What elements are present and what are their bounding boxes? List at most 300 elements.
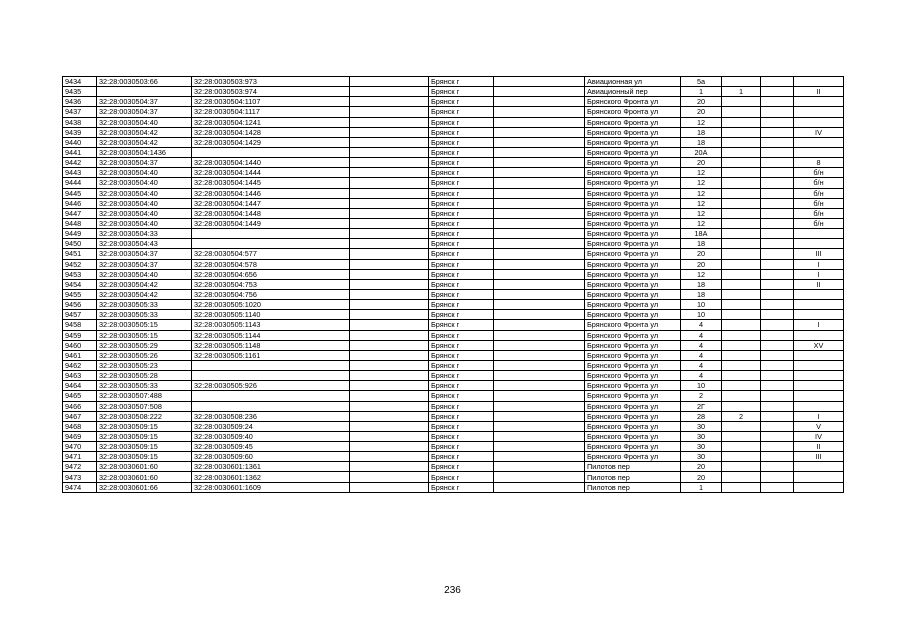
table-row — [63, 442, 844, 452]
cell-street: Брянского Фронта ул — [585, 97, 681, 107]
cell-street: Брянского Фронта ул — [585, 198, 681, 208]
cell-city: Брянск г — [429, 360, 494, 370]
cell-cadastral-number: 32:28:0030504:1428 — [192, 127, 350, 137]
cell-empty-col-2 — [494, 117, 585, 127]
cell-street: Брянского Фронта ул — [585, 421, 681, 431]
cell-cadastral-block: 32:28:0030505:15 — [97, 320, 192, 330]
cell-row-number: 9441 — [63, 147, 97, 157]
cell-premises: б/н — [794, 208, 844, 218]
cell-house-number: 20 — [681, 259, 722, 269]
table-row — [63, 289, 844, 299]
cell-empty-col-2 — [494, 229, 585, 239]
cell-empty-col — [350, 442, 429, 452]
cell-house-number: 12 — [681, 208, 722, 218]
cell-house-number: 10 — [681, 381, 722, 391]
cell-empty-col-2 — [494, 259, 585, 269]
cell-empty-col — [350, 87, 429, 97]
cell-city: Брянск г — [429, 371, 494, 381]
cell-empty-col — [350, 269, 429, 279]
table-row — [63, 127, 844, 137]
cell-row-number: 9461 — [63, 350, 97, 360]
cell-city: Брянск г — [429, 320, 494, 330]
cell-empty-col-2 — [494, 158, 585, 168]
cell-empty-col-2 — [494, 239, 585, 249]
cell-empty-col-2 — [494, 482, 585, 492]
table-row — [63, 229, 844, 239]
cell-street: Брянского Фронта ул — [585, 168, 681, 178]
table-row — [63, 97, 844, 107]
cell-premises: III — [794, 249, 844, 259]
cell-premises — [794, 401, 844, 411]
cell-row-number: 9469 — [63, 431, 97, 441]
cell-house-number: 2 — [681, 391, 722, 401]
cell-row-number: 9447 — [63, 208, 97, 218]
cell-building — [722, 249, 761, 259]
cell-street: Брянского Фронта ул — [585, 310, 681, 320]
cell-city: Брянск г — [429, 269, 494, 279]
cell-empty-col-2 — [494, 340, 585, 350]
cell-row-number: 9437 — [63, 107, 97, 117]
cell-cadastral-number: 32:28:0030504:656 — [192, 269, 350, 279]
cell-street: Брянского Фронта ул — [585, 320, 681, 330]
cell-city: Брянск г — [429, 259, 494, 269]
cell-letter — [761, 310, 794, 320]
cell-letter — [761, 269, 794, 279]
cell-street: Брянского Фронта ул — [585, 381, 681, 391]
cell-building — [722, 198, 761, 208]
cell-cadastral-number: 32:28:0030504:1241 — [192, 117, 350, 127]
cell-premises: XV — [794, 340, 844, 350]
cell-building — [722, 168, 761, 178]
cell-house-number: 18 — [681, 239, 722, 249]
cell-cadastral-block — [97, 87, 192, 97]
cell-building — [722, 279, 761, 289]
cell-house-number: 12 — [681, 117, 722, 127]
cell-city: Брянск г — [429, 442, 494, 452]
cell-house-number: 30 — [681, 452, 722, 462]
cell-street: Брянского Фронта ул — [585, 208, 681, 218]
cell-empty-col-2 — [494, 391, 585, 401]
cell-house-number: 4 — [681, 360, 722, 370]
cell-building — [722, 381, 761, 391]
table-row — [63, 391, 844, 401]
cell-cadastral-number: 32:28:0030509:45 — [192, 442, 350, 452]
cell-letter — [761, 340, 794, 350]
cell-empty-col — [350, 320, 429, 330]
cell-house-number: 20 — [681, 107, 722, 117]
table-row — [63, 77, 844, 87]
cell-house-number: 4 — [681, 350, 722, 360]
cell-empty-col-2 — [494, 330, 585, 340]
cell-letter — [761, 249, 794, 259]
cell-premises — [794, 472, 844, 482]
cell-city: Брянск г — [429, 229, 494, 239]
cell-empty-col — [350, 259, 429, 269]
cell-cadastral-number — [192, 147, 350, 157]
cell-empty-col-2 — [494, 188, 585, 198]
cell-empty-col — [350, 431, 429, 441]
cell-cadastral-block: 32:28:0030509:15 — [97, 452, 192, 462]
cell-house-number: 30 — [681, 421, 722, 431]
cell-street: Брянского Фронта ул — [585, 371, 681, 381]
cell-premises — [794, 147, 844, 157]
cell-city: Брянск г — [429, 421, 494, 431]
cell-cadastral-number: 32:28:0030503:973 — [192, 77, 350, 87]
cell-letter — [761, 381, 794, 391]
cell-street: Пилотов пер — [585, 482, 681, 492]
cell-building — [722, 178, 761, 188]
cell-row-number: 9440 — [63, 137, 97, 147]
cell-cadastral-block: 32:28:0030504:40 — [97, 269, 192, 279]
cell-empty-col — [350, 350, 429, 360]
cell-cadastral-number: 32:28:0030509:24 — [192, 421, 350, 431]
cell-street: Пилотов пер — [585, 462, 681, 472]
cell-premises: V — [794, 421, 844, 431]
cell-premises — [794, 482, 844, 492]
cell-empty-col-2 — [494, 279, 585, 289]
cell-empty-col — [350, 208, 429, 218]
cell-cadastral-block: 32:28:0030507:508 — [97, 401, 192, 411]
cell-premises — [794, 371, 844, 381]
cell-cadastral-number: 32:28:0030601:1362 — [192, 472, 350, 482]
cell-row-number: 9474 — [63, 482, 97, 492]
cell-row-number: 9443 — [63, 168, 97, 178]
cell-city: Брянск г — [429, 472, 494, 482]
cell-empty-col-2 — [494, 107, 585, 117]
cell-city: Брянск г — [429, 462, 494, 472]
cell-empty-col — [350, 482, 429, 492]
table-row — [63, 218, 844, 228]
cell-city: Брянск г — [429, 137, 494, 147]
cell-street: Брянского Фронта ул — [585, 188, 681, 198]
cell-cadastral-number: 32:28:0030504:753 — [192, 279, 350, 289]
table-row — [63, 340, 844, 350]
cell-city: Брянск г — [429, 279, 494, 289]
cell-empty-col — [350, 158, 429, 168]
cell-city: Брянск г — [429, 107, 494, 117]
cell-city: Брянск г — [429, 188, 494, 198]
cell-row-number: 9434 — [63, 77, 97, 87]
cell-street: Брянского Фронта ул — [585, 360, 681, 370]
cell-house-number: 4 — [681, 330, 722, 340]
cell-cadastral-number — [192, 391, 350, 401]
cell-cadastral-block: 32:28:0030509:15 — [97, 442, 192, 452]
cell-cadastral-block: 32:28:0030504:42 — [97, 137, 192, 147]
cell-city: Брянск г — [429, 117, 494, 127]
cell-city: Брянск г — [429, 208, 494, 218]
cell-building — [722, 330, 761, 340]
table-row — [63, 371, 844, 381]
cell-row-number: 9462 — [63, 360, 97, 370]
cell-cadastral-number: 32:28:0030505:1140 — [192, 310, 350, 320]
cell-empty-col-2 — [494, 371, 585, 381]
cell-row-number: 9460 — [63, 340, 97, 350]
cell-empty-col-2 — [494, 168, 585, 178]
cell-cadastral-number: 32:28:0030504:756 — [192, 289, 350, 299]
cell-letter — [761, 300, 794, 310]
cell-cadastral-block: 32:28:0030505:28 — [97, 371, 192, 381]
cell-premises — [794, 310, 844, 320]
cell-city: Брянск г — [429, 97, 494, 107]
cell-empty-col-2 — [494, 249, 585, 259]
cell-empty-col — [350, 391, 429, 401]
cell-house-number: 30 — [681, 431, 722, 441]
table-row — [63, 431, 844, 441]
cell-empty-col — [350, 462, 429, 472]
cell-premises — [794, 137, 844, 147]
cell-premises: б/н — [794, 178, 844, 188]
cell-row-number: 9470 — [63, 442, 97, 452]
cell-empty-col-2 — [494, 178, 585, 188]
cell-house-number: 12 — [681, 178, 722, 188]
cell-letter — [761, 462, 794, 472]
cell-letter — [761, 127, 794, 137]
cell-letter — [761, 137, 794, 147]
cell-building: 2 — [722, 411, 761, 421]
cell-letter — [761, 77, 794, 87]
cell-row-number: 9453 — [63, 269, 97, 279]
cell-building — [722, 452, 761, 462]
cell-cadastral-number: 32:28:0030504:1447 — [192, 198, 350, 208]
cell-letter — [761, 198, 794, 208]
cell-letter — [761, 421, 794, 431]
cell-empty-col — [350, 421, 429, 431]
cell-empty-col-2 — [494, 300, 585, 310]
cell-street: Брянского Фронта ул — [585, 147, 681, 157]
cell-row-number: 9463 — [63, 371, 97, 381]
cell-building — [722, 289, 761, 299]
cell-empty-col — [350, 360, 429, 370]
cell-cadastral-number: 32:28:0030505:1148 — [192, 340, 350, 350]
cell-building — [722, 310, 761, 320]
cell-cadastral-block: 32:28:0030504:1436 — [97, 147, 192, 157]
cell-cadastral-block: 32:28:0030504:37 — [97, 158, 192, 168]
cell-building — [722, 482, 761, 492]
cell-building — [722, 300, 761, 310]
cell-empty-col — [350, 310, 429, 320]
cell-letter — [761, 391, 794, 401]
cell-cadastral-block: 32:28:0030601:60 — [97, 472, 192, 482]
cell-premises — [794, 239, 844, 249]
cell-premises: II — [794, 442, 844, 452]
cell-row-number: 9452 — [63, 259, 97, 269]
cell-premises — [794, 462, 844, 472]
cell-building — [722, 421, 761, 431]
cell-cadastral-block: 32:28:0030505:33 — [97, 300, 192, 310]
cell-street: Брянского Фронта ул — [585, 269, 681, 279]
cell-cadastral-number: 32:28:0030504:1117 — [192, 107, 350, 117]
cell-building — [722, 371, 761, 381]
cell-building — [722, 208, 761, 218]
cell-empty-col-2 — [494, 452, 585, 462]
cell-empty-col — [350, 381, 429, 391]
cell-street: Брянского Фронта ул — [585, 127, 681, 137]
cell-letter — [761, 360, 794, 370]
cell-city: Брянск г — [429, 452, 494, 462]
cell-cadastral-number: 32:28:0030503:974 — [192, 87, 350, 97]
cell-cadastral-block: 32:28:0030505:33 — [97, 381, 192, 391]
cell-cadastral-block: 32:28:0030504:42 — [97, 279, 192, 289]
cell-street: Брянского Фронта ул — [585, 259, 681, 269]
cell-cadastral-block: 32:28:0030504:40 — [97, 117, 192, 127]
cell-street: Брянского Фронта ул — [585, 330, 681, 340]
cell-street: Брянского Фронта ул — [585, 249, 681, 259]
cell-empty-col — [350, 97, 429, 107]
cell-empty-col — [350, 472, 429, 482]
table-row — [63, 147, 844, 157]
cell-street: Пилотов пер — [585, 472, 681, 482]
table-row — [63, 310, 844, 320]
cell-street: Брянского Фронта ул — [585, 137, 681, 147]
cell-empty-col — [350, 279, 429, 289]
cell-city: Брянск г — [429, 87, 494, 97]
cell-cadastral-number: 32:28:0030504:1429 — [192, 137, 350, 147]
cell-letter — [761, 472, 794, 482]
cell-premises — [794, 391, 844, 401]
cell-letter — [761, 431, 794, 441]
cell-city: Брянск г — [429, 350, 494, 360]
cell-letter — [761, 158, 794, 168]
table-row — [63, 421, 844, 431]
cell-letter — [761, 482, 794, 492]
cell-house-number: 10 — [681, 310, 722, 320]
cell-letter — [761, 320, 794, 330]
cell-city: Брянск г — [429, 300, 494, 310]
cell-city: Брянск г — [429, 340, 494, 350]
cell-letter — [761, 411, 794, 421]
cell-letter — [761, 218, 794, 228]
cell-letter — [761, 259, 794, 269]
table-row — [63, 482, 844, 492]
cell-premises: 8 — [794, 158, 844, 168]
cell-building — [722, 269, 761, 279]
cell-empty-col-2 — [494, 350, 585, 360]
cell-letter — [761, 188, 794, 198]
cell-building — [722, 259, 761, 269]
cell-cadastral-block: 32:28:0030505:29 — [97, 340, 192, 350]
cell-empty-col — [350, 137, 429, 147]
cell-row-number: 9472 — [63, 462, 97, 472]
cell-city: Брянск г — [429, 77, 494, 87]
cell-building — [722, 462, 761, 472]
cell-cadastral-block: 32:28:0030504:33 — [97, 229, 192, 239]
cell-empty-col-2 — [494, 87, 585, 97]
cell-house-number: 18 — [681, 137, 722, 147]
cell-row-number: 9457 — [63, 310, 97, 320]
cell-street: Брянского Фронта ул — [585, 229, 681, 239]
cell-cadastral-number: 32:28:0030505:1161 — [192, 350, 350, 360]
cell-empty-col-2 — [494, 360, 585, 370]
cell-letter — [761, 107, 794, 117]
cell-premises: II — [794, 279, 844, 289]
cell-row-number: 9466 — [63, 401, 97, 411]
table-row — [63, 269, 844, 279]
cell-street: Брянского Фронта ул — [585, 452, 681, 462]
table-row — [63, 472, 844, 482]
cell-letter — [761, 279, 794, 289]
cell-city: Брянск г — [429, 239, 494, 249]
cell-premises — [794, 117, 844, 127]
cell-house-number: 20 — [681, 158, 722, 168]
cell-empty-col-2 — [494, 431, 585, 441]
cell-empty-col — [350, 452, 429, 462]
cell-empty-col-2 — [494, 462, 585, 472]
table-row — [63, 452, 844, 462]
cell-premises — [794, 97, 844, 107]
cell-cadastral-block: 32:28:0030504:37 — [97, 97, 192, 107]
cell-empty-col-2 — [494, 198, 585, 208]
cell-premises: б/н — [794, 168, 844, 178]
cell-row-number: 9446 — [63, 198, 97, 208]
cell-empty-col — [350, 340, 429, 350]
cell-city: Брянск г — [429, 127, 494, 137]
cell-city: Брянск г — [429, 198, 494, 208]
cell-house-number: 12 — [681, 188, 722, 198]
cell-row-number: 9473 — [63, 472, 97, 482]
cell-premises — [794, 381, 844, 391]
cell-house-number: 20 — [681, 97, 722, 107]
cell-empty-col — [350, 178, 429, 188]
cell-cadastral-number: 32:28:0030505:1144 — [192, 330, 350, 340]
cell-house-number: 18 — [681, 279, 722, 289]
cell-row-number: 9455 — [63, 289, 97, 299]
cell-house-number: 18 — [681, 127, 722, 137]
cell-house-number: 4 — [681, 320, 722, 330]
cell-building — [722, 350, 761, 360]
cell-cadastral-block: 32:28:0030504:40 — [97, 218, 192, 228]
cell-cadastral-number — [192, 360, 350, 370]
cell-house-number: 18 — [681, 289, 722, 299]
cell-city: Брянск г — [429, 218, 494, 228]
cell-building — [722, 127, 761, 137]
cell-building — [722, 401, 761, 411]
cell-building — [722, 229, 761, 239]
cell-building — [722, 360, 761, 370]
table-body — [63, 77, 844, 493]
cell-cadastral-number: 32:28:0030504:1107 — [192, 97, 350, 107]
cell-building — [722, 97, 761, 107]
cell-cadastral-block: 32:28:0030504:42 — [97, 289, 192, 299]
cell-house-number: 4 — [681, 340, 722, 350]
table-row — [63, 117, 844, 127]
cell-premises — [794, 330, 844, 340]
cell-building — [722, 147, 761, 157]
cell-premises — [794, 360, 844, 370]
cell-row-number: 9458 — [63, 320, 97, 330]
cell-city: Брянск г — [429, 158, 494, 168]
cell-premises: I — [794, 411, 844, 421]
cell-street: Брянского Фронта ул — [585, 401, 681, 411]
cell-house-number: 30 — [681, 442, 722, 452]
cell-empty-col — [350, 117, 429, 127]
table-row — [63, 411, 844, 421]
cell-street: Брянского Фронта ул — [585, 300, 681, 310]
cell-cadastral-number: 32:28:0030505:926 — [192, 381, 350, 391]
cell-empty-col — [350, 229, 429, 239]
cell-premises: IV — [794, 127, 844, 137]
cell-letter — [761, 330, 794, 340]
cell-empty-col — [350, 107, 429, 117]
cell-building — [722, 107, 761, 117]
cell-building — [722, 431, 761, 441]
cell-building — [722, 188, 761, 198]
cell-empty-col — [350, 147, 429, 157]
cell-city: Брянск г — [429, 482, 494, 492]
cell-building — [722, 77, 761, 87]
cell-empty-col — [350, 239, 429, 249]
cell-row-number: 9436 — [63, 97, 97, 107]
table-row — [63, 401, 844, 411]
